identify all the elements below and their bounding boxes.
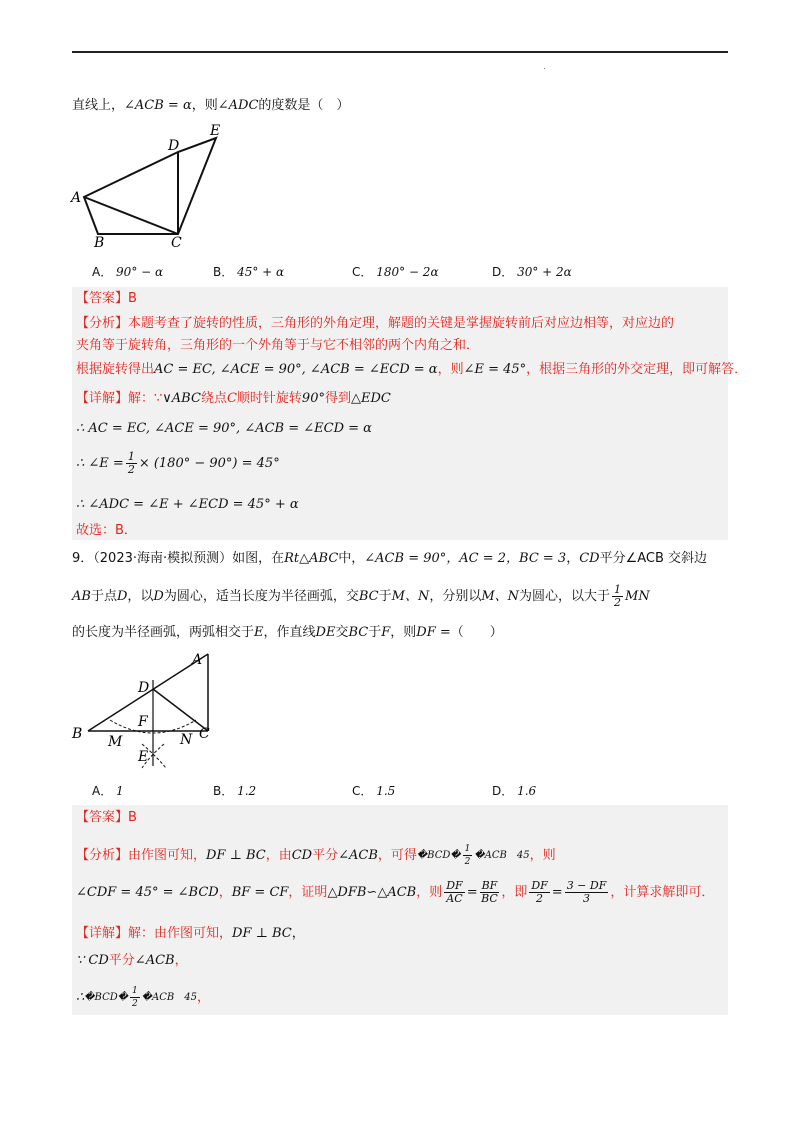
q8-label-c: C bbox=[171, 235, 182, 250]
q9-label-m: M bbox=[108, 734, 123, 750]
q8-option-d[interactable]: D． 30° + 2α bbox=[492, 265, 572, 279]
q8-step3: ∴ ∠ADC = ∠E + ∠ECD = 45° + α bbox=[76, 497, 299, 512]
q9-answer: 【答案】B bbox=[76, 810, 137, 825]
q9-option-a[interactable]: A． 1 bbox=[92, 784, 124, 798]
q9-detail-step2: ∴ �BCD� $\frac{1}{2}$ �ACB 45 ， bbox=[76, 986, 210, 1009]
q9-figure bbox=[68, 648, 228, 778]
q8-step1: ∴ AC = EC, ∠ACE = 90°, ∠ACB = ∠ECD = α bbox=[76, 421, 372, 436]
q9-label-n: N bbox=[180, 732, 193, 748]
q9-solution-panel bbox=[72, 805, 728, 1015]
q9-analysis-line2: ∠CDF = 45° = ∠BCD ， BF = CF ，证明 △DFB∽△ACB ，则 $\frac{DF}{AC}$ = $\frac{BF}{BC}$ ，即 $\frac{DF}{2}$ = $\frac{3 - DF}{3}$ ，计算求解即可． bbox=[76, 879, 715, 905]
q9-label-a: A bbox=[192, 652, 203, 668]
q8-label-e: E bbox=[210, 123, 221, 139]
q8-answer: 【答案】B bbox=[76, 291, 137, 306]
q9-frac-bf-bc: $\frac{BF}{BC}$ bbox=[481, 879, 498, 905]
q9-label-f: F bbox=[138, 714, 148, 730]
q9-frac-df-ac: $\frac{DF}{AC}$ bbox=[446, 879, 463, 905]
q8-figure-outline bbox=[84, 138, 216, 234]
q8-option-a[interactable]: A． 90° − α bbox=[92, 265, 164, 279]
q8-step2: ∴ ∠E = $\frac{1}{2}$ × (180° − 90°) = 45° bbox=[76, 450, 280, 476]
q8-label-a: A bbox=[71, 190, 82, 206]
q8-analysis-line1: 【分析】本题考查了旋转的性质，三角形的外角定理，解题的关键是掌握旋转前后对应边相等，对应边的 bbox=[76, 316, 675, 331]
q9-frac-df-2: $\frac{DF}{2}$ bbox=[531, 879, 548, 905]
q9-stem-fraction: $\frac{1}{2}$ bbox=[614, 583, 622, 609]
q9-analysis-fraction: $\frac{1}{2}$ bbox=[464, 844, 471, 867]
q9-stem-line3: 的长度为半径画弧，两弧相交于E，作直线DE交BC于F，则DF =（ ） bbox=[72, 625, 503, 640]
q8-option-c[interactable]: C． 180° − 2α bbox=[352, 265, 439, 279]
q9-option-d[interactable]: D． 1.6 bbox=[492, 784, 537, 798]
q8-stem: 直线上，∠ACB = α，则∠ADC的度数是（ ） bbox=[72, 98, 350, 113]
q9-frac-3-df: $\frac{3 - DF}{3}$ bbox=[566, 879, 607, 905]
q8-label-b: B bbox=[94, 235, 105, 250]
q8-analysis-line3: 根据旋转得出AC = EC, ∠ACE = 90°, ∠ACB = ∠ECD = α，则∠E = 45°，根据三角形的外交定理，即可解答． bbox=[76, 362, 748, 377]
q8-analysis-line2: 夹角等于旋转角，三角形的一个外角等于与它不相邻的两个内角之和． bbox=[76, 338, 480, 353]
q8-line-ac bbox=[84, 197, 178, 234]
header-rule bbox=[72, 51, 728, 53]
q9-label-d: D bbox=[138, 680, 150, 696]
q9-analysis-line1: 【分析】由作图可知， DF ⊥ BC ，由 CD 平分 ∠ACB ，可得 �BCD� $\frac{1}{2}$ �ACB 45 ，则 bbox=[76, 844, 556, 867]
q9-label-b: B bbox=[72, 726, 83, 742]
q9-detail-fraction: $\frac{1}{2}$ bbox=[132, 986, 138, 1009]
q9-option-b[interactable]: B． 1.2 bbox=[213, 784, 257, 798]
header-dot: . bbox=[543, 62, 546, 72]
q9-stem-line1: 9．（2023·海南·模拟预测）如图，在Rt△ABC中，∠ACB = 90°，AC = 2，BC = 3，CD平分∠ACB 交斜边 bbox=[72, 551, 708, 566]
q8-figure bbox=[68, 120, 228, 250]
q9-stem-line2: AB 于点 D ，以 D 为圆心，适当长度为半径画弧，交 BC 于 M、N ，分别以 M、N 为圆心，以大于 $\frac{1}{2}$ MN bbox=[72, 583, 650, 609]
q8-choose: 故选：B． bbox=[76, 523, 137, 538]
q9-detail: 【详解】解：由作图可知，DF ⊥ BC， bbox=[76, 926, 305, 941]
q8-option-b[interactable]: B． 45° + α bbox=[213, 265, 285, 279]
q9-line-cd bbox=[153, 689, 208, 731]
q9-label-c: C bbox=[199, 726, 210, 742]
q8-detail: 【详解】解：∵∨ABC绕点C顺时针旋转90°得到△EDC bbox=[76, 391, 391, 406]
q8-label-d: D bbox=[168, 138, 180, 154]
q9-detail-step1: ∵ CD平分∠ACB， bbox=[76, 953, 188, 968]
q9-option-c[interactable]: C． 1.5 bbox=[352, 784, 396, 798]
q9-label-e: E bbox=[138, 749, 149, 765]
q8-step2-fraction: $\frac{1}{2}$ bbox=[127, 450, 135, 476]
